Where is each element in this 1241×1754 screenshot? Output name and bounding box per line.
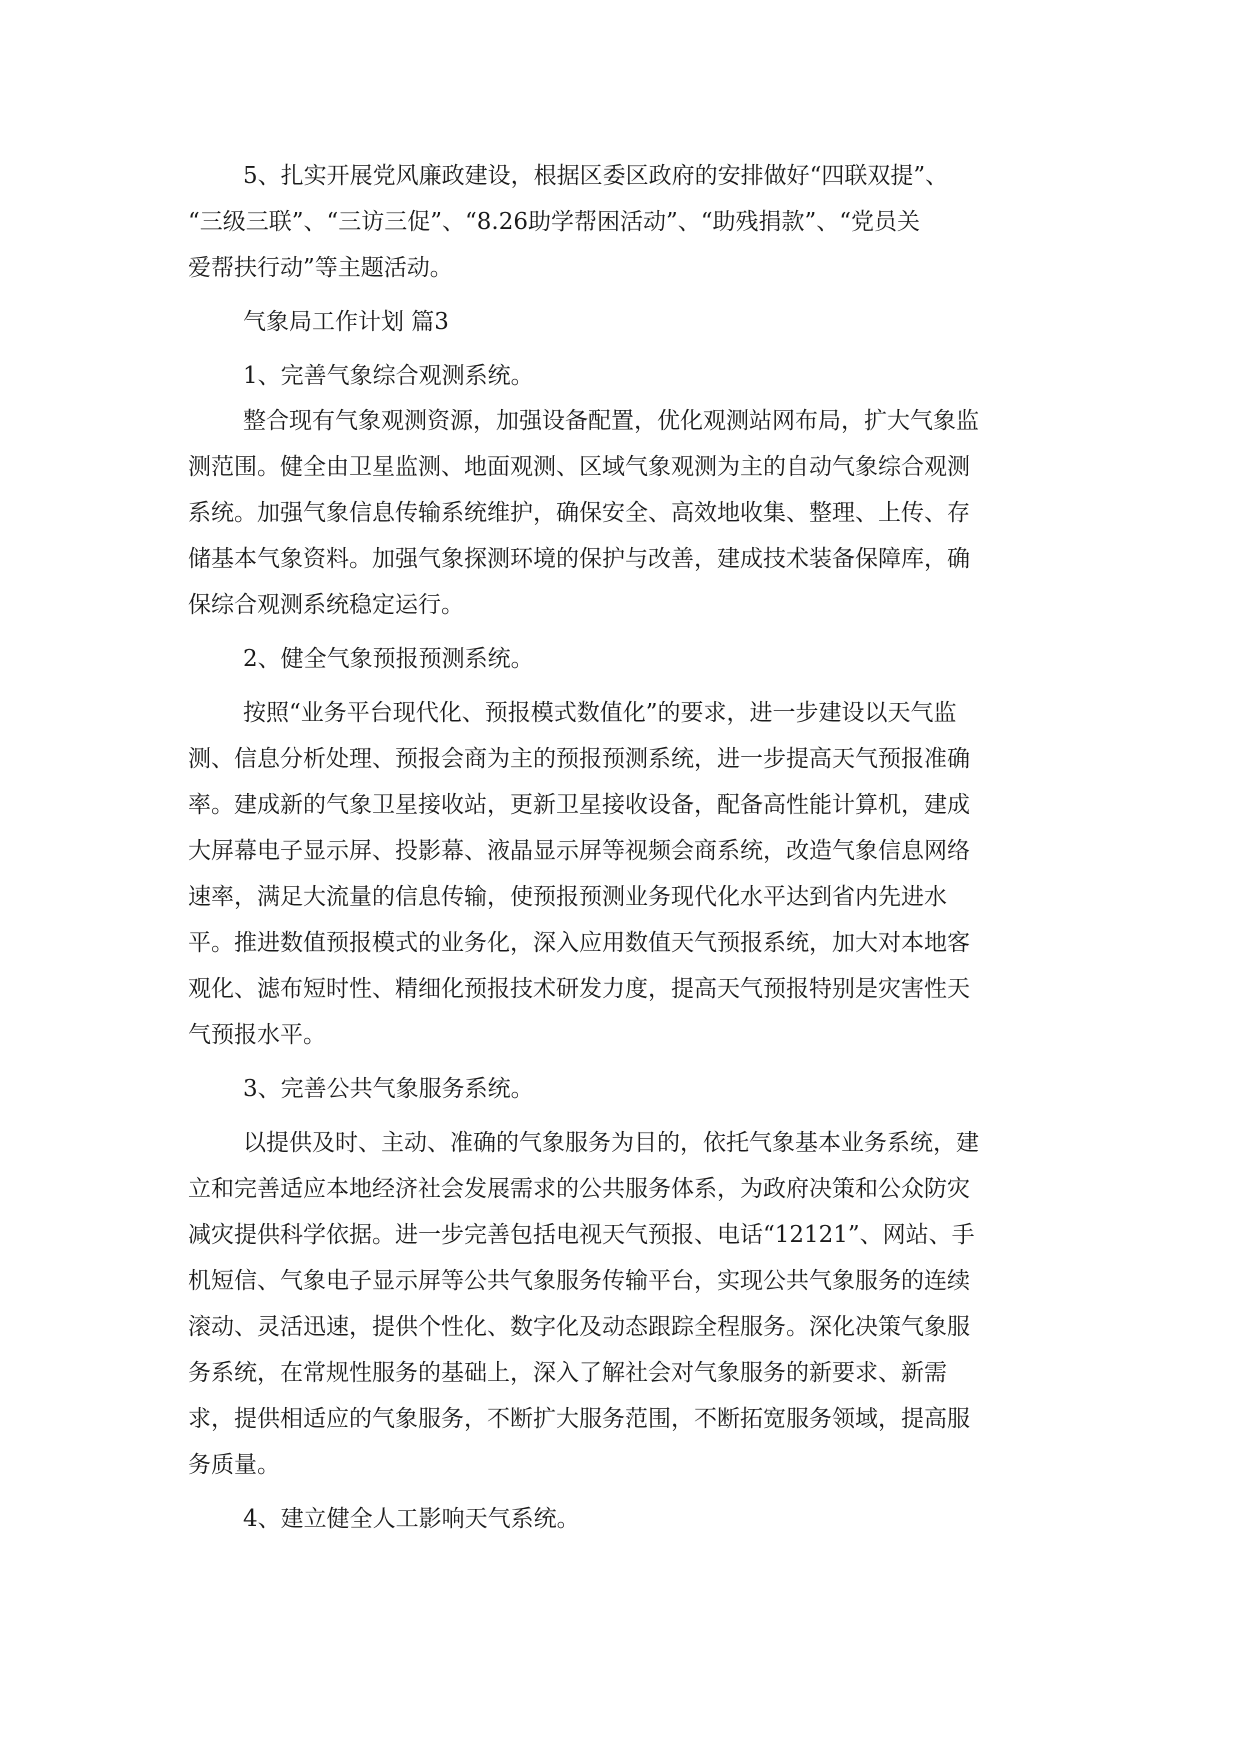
- text-line: 5、扎实开展党风廉政建设，根据区委区政府的安排做好“四联双提”、: [243, 163, 949, 189]
- text-line: 务系统，在常规性服务的基础上，深入了解社会对气象服务的新要求、新需: [188, 1360, 947, 1386]
- text-line: 率。建成新的气象卫星接收站，更新卫星接收设备，配备高性能计算机，建成: [188, 792, 970, 818]
- text-line: 观化、滤布短时性、精细化预报技术研发力度，提高天气预报特别是灾害性天: [188, 976, 970, 1002]
- list-item-heading: 4、建立健全人工影响天气系统。: [243, 1506, 580, 1532]
- text-line: 立和完善适应本地经济社会发展需求的公共服务体系，为政府决策和公众防灾: [188, 1176, 970, 1202]
- text-line: 测范围。健全由卫星监测、地面观测、区域气象观测为主的自动气象综合观测: [188, 454, 970, 480]
- text-line: “三级三联”、“三访三促”、“8.26助学帮困活动”、“助残捐款”、“党员关: [188, 209, 921, 235]
- text-line: 气预报水平。: [188, 1022, 326, 1048]
- text-line: 求，提供相适应的气象服务，不断扩大服务范围，不断拓宽服务领域，提高服: [188, 1406, 970, 1432]
- text-line: 爱帮扶行动”等主题活动。: [188, 255, 453, 281]
- text-line: 按照“业务平台现代化、预报模式数值化”的要求，进一步建设以天气监: [243, 700, 957, 726]
- list-item-heading: 1、完善气象综合观测系统。: [243, 363, 534, 389]
- list-item-heading: 3、完善公共气象服务系统。: [243, 1076, 534, 1102]
- list-item-heading: 2、健全气象预报预测系统。: [243, 646, 534, 672]
- text-line: 机短信、气象电子显示屏等公共气象服务传输平台，实现公共气象服务的连续: [188, 1268, 970, 1294]
- text-line: 大屏幕电子显示屏、投影幕、液晶显示屏等视频会商系统，改造气象信息网络: [188, 838, 970, 864]
- text-line: 平。推进数值预报模式的业务化，深入应用数值天气预报系统，加大对本地客: [188, 930, 970, 956]
- text-line: 整合现有气象观测资源，加强设备配置，优化观测站网布局，扩大气象监: [243, 408, 979, 434]
- text-line: 系统。加强气象信息传输系统维护，确保安全、高效地收集、整理、上传、存: [188, 500, 970, 526]
- text-line: 务质量。: [188, 1452, 280, 1478]
- text-line: 减灾提供科学依据。进一步完善包括电视天气预报、电话“12121”、网站、手: [188, 1222, 975, 1248]
- text-line: 储基本气象资料。加强气象探测环境的保护与改善，建成技术装备保障库，确: [188, 546, 970, 572]
- text-line: 测、信息分析处理、预报会商为主的预报预测系统，进一步提高天气预报准确: [188, 746, 970, 772]
- text-line: 滚动、灵活迅速，提供个性化、数字化及动态跟踪全程服务。深化决策气象服: [188, 1314, 970, 1340]
- text-line: 以提供及时、主动、准确的气象服务为目的，依托气象基本业务系统，建: [243, 1130, 979, 1156]
- text-line: 速率，满足大流量的信息传输，使预报预测业务现代化水平达到省内先进水: [188, 884, 947, 910]
- text-line: 保综合观测系统稳定运行。: [188, 592, 464, 618]
- section-heading: 气象局工作计划 篇3: [243, 309, 449, 335]
